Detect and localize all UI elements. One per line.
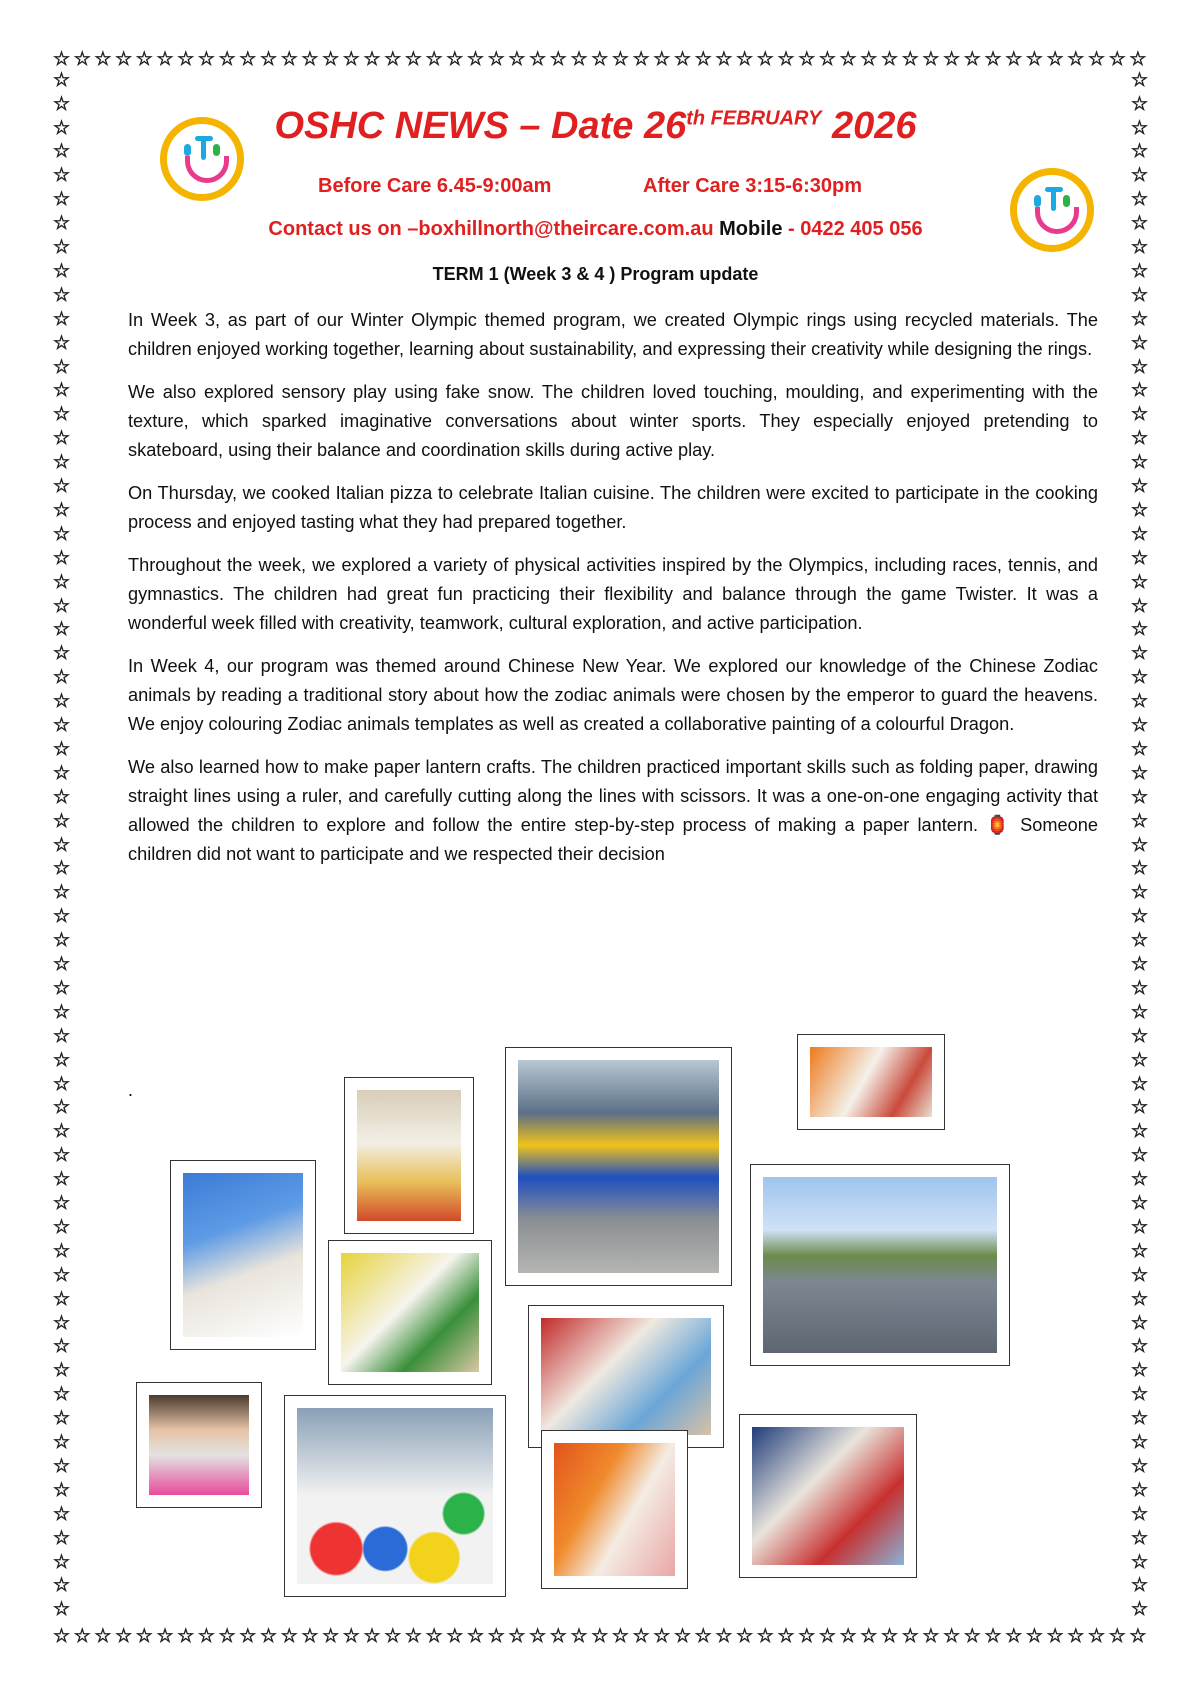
star-icon: ☆ (1131, 284, 1149, 306)
star-icon: ☆ (53, 858, 71, 880)
star-icon: ☆ (53, 1097, 71, 1119)
star-icon: ☆ (1131, 1408, 1149, 1430)
star-icon: ☆ (487, 49, 505, 70)
star-icon: ☆ (1131, 1527, 1149, 1549)
star-icon: ☆ (694, 49, 712, 70)
star-icon: ☆ (1131, 1455, 1149, 1477)
star-icon: ☆ (881, 49, 899, 70)
star-icon: ☆ (1131, 691, 1149, 713)
star-icon: ☆ (53, 643, 71, 665)
photo-drawing-lines (328, 1240, 492, 1385)
star-icon: ☆ (632, 49, 650, 70)
star-icon: ☆ (53, 380, 71, 402)
star-icon: ☆ (839, 1626, 857, 1647)
star-icon: ☆ (1088, 49, 1106, 70)
star-icon: ☆ (1131, 189, 1149, 211)
star-icon: ☆ (1131, 93, 1149, 115)
photo-olympic-court (505, 1047, 732, 1286)
star-icon: ☆ (53, 117, 71, 139)
star-icon: ☆ (425, 1626, 443, 1647)
star-icon: ☆ (1131, 1001, 1149, 1023)
star-icon: ☆ (1131, 380, 1149, 402)
star-icon: ☆ (901, 49, 919, 70)
paragraph: On Thursday, we cooked Italian pizza to celebrate Italian cuisine. The children were excited to participate in the cooking process and enjoyed tasting what they had prepared together. (128, 483, 1098, 532)
star-icon: ☆ (529, 1626, 547, 1647)
star-icon: ☆ (322, 49, 340, 70)
paragraph: In Week 3, as part of our Winter Olympic themed program, we created Olympic rings using recycled materials. The children enjoyed working together, learning about sustainability, and expressing their creativity while designing the rings. (128, 310, 1098, 359)
star-icon: ☆ (239, 1626, 257, 1647)
star-icon: ☆ (1005, 49, 1023, 70)
star-icon: ☆ (1025, 1626, 1043, 1647)
star-icon: ☆ (1131, 762, 1149, 784)
star-icon: ☆ (301, 49, 319, 70)
star-icon: ☆ (1131, 1121, 1149, 1143)
star-icon: ☆ (1131, 1312, 1149, 1334)
star-icon: ☆ (694, 1626, 712, 1647)
star-icon: ☆ (1131, 499, 1149, 521)
photo-zodiac-templates (344, 1077, 474, 1234)
star-icon: ☆ (653, 49, 671, 70)
star-icon: ☆ (53, 715, 71, 736)
star-icon: ☆ (1131, 954, 1149, 975)
star-icon: ☆ (1131, 858, 1149, 880)
star-icon: ☆ (1131, 977, 1149, 999)
photo-dragon-lantern (541, 1430, 688, 1589)
star-icon: ☆ (1131, 738, 1149, 760)
star-icon: ☆ (239, 49, 257, 70)
star-icon: ☆ (1131, 141, 1149, 163)
star-icon: ☆ (53, 213, 71, 235)
star-icon: ☆ (1131, 1216, 1149, 1238)
star-icon: ☆ (818, 49, 836, 70)
star-icon: ☆ (197, 1626, 215, 1647)
star-icon: ☆ (53, 1049, 71, 1071)
star-icon: ☆ (53, 332, 71, 354)
star-icon: ☆ (115, 1626, 133, 1647)
star-icon: ☆ (881, 1626, 899, 1647)
photo-twister-game (284, 1395, 506, 1597)
star-icon: ☆ (384, 49, 402, 70)
star-icon: ☆ (322, 1626, 340, 1647)
star-icon: ☆ (467, 49, 485, 70)
star-icon: ☆ (53, 1288, 71, 1310)
star-icon: ☆ (53, 1432, 71, 1453)
star-icon: ☆ (860, 1626, 878, 1647)
star-icon: ☆ (280, 1626, 298, 1647)
star-icon: ☆ (53, 1240, 71, 1262)
star-icon: ☆ (1067, 1626, 1085, 1647)
star-icon: ☆ (963, 1626, 981, 1647)
star-icon: ☆ (53, 691, 71, 713)
star-icon: ☆ (53, 1312, 71, 1334)
photo-group-craft (528, 1305, 724, 1448)
star-icon: ☆ (53, 499, 71, 521)
star-icon: ☆ (1131, 619, 1149, 641)
star-icon: ☆ (53, 1121, 71, 1143)
star-icon: ☆ (653, 1626, 671, 1647)
star-icon: ☆ (94, 49, 112, 70)
star-icon: ☆ (53, 1336, 71, 1358)
star-icon: ☆ (984, 49, 1002, 70)
star-icon: ☆ (342, 1626, 360, 1647)
star-icon: ☆ (53, 1073, 71, 1095)
star-icon: ☆ (53, 762, 71, 784)
star-icon: ☆ (1067, 49, 1085, 70)
star-icon: ☆ (53, 404, 71, 426)
star-icon: ☆ (73, 49, 91, 70)
star-icon: ☆ (922, 49, 940, 70)
star-icon: ☆ (53, 356, 71, 378)
star-icon: ☆ (1005, 1626, 1023, 1647)
star-icon: ☆ (1131, 595, 1149, 617)
star-icon: ☆ (53, 1384, 71, 1406)
star-icon: ☆ (508, 1626, 526, 1647)
star-icon: ☆ (1131, 1145, 1149, 1167)
star-icon: ☆ (1131, 1432, 1149, 1453)
star-icon: ☆ (922, 1626, 940, 1647)
star-icon: ☆ (53, 1360, 71, 1382)
star-icon: ☆ (963, 49, 981, 70)
star-icon: ☆ (591, 49, 609, 70)
star-icon: ☆ (218, 49, 236, 70)
page-title: OSHC NEWS – Date $26^{th FEBRUARY}$ 2026 (274, 105, 917, 147)
star-icon: ☆ (777, 49, 795, 70)
star-icon: ☆ (1131, 1240, 1149, 1262)
star-icon: ☆ (1131, 571, 1149, 593)
star-icon: ☆ (446, 1626, 464, 1647)
star-icon: ☆ (301, 1626, 319, 1647)
star-icon: ☆ (53, 69, 71, 91)
star-icon: ☆ (1131, 930, 1149, 952)
star-icon: ☆ (1046, 1626, 1064, 1647)
star-icon: ☆ (53, 93, 71, 115)
star-icon: ☆ (1025, 49, 1043, 70)
star-icon: ☆ (53, 1216, 71, 1238)
star-icon: ☆ (53, 834, 71, 856)
star-icon: ☆ (53, 1599, 71, 1621)
star-icon: ☆ (549, 49, 567, 70)
star-icon: ☆ (260, 49, 278, 70)
star-icon: ☆ (1131, 452, 1149, 474)
star-icon: ☆ (467, 1626, 485, 1647)
newsletter-body (128, 306, 1098, 883)
star-icon: ☆ (53, 49, 71, 70)
star-icon: ☆ (798, 1626, 816, 1647)
star-icon: ☆ (1131, 547, 1149, 569)
star-icon: ☆ (1131, 1193, 1149, 1214)
star-icon: ☆ (53, 571, 71, 593)
star-icon: ☆ (53, 547, 71, 569)
star-icon: ☆ (53, 906, 71, 928)
star-icon: ☆ (1131, 810, 1149, 832)
star-icon: ☆ (363, 49, 381, 70)
star-icon: ☆ (1131, 667, 1149, 689)
star-icon: ☆ (197, 49, 215, 70)
star-icon: ☆ (1131, 1336, 1149, 1358)
star-icon: ☆ (1131, 1073, 1149, 1095)
star-icon: ☆ (1131, 786, 1149, 808)
star-icon: ☆ (53, 1455, 71, 1477)
star-icon: ☆ (53, 1145, 71, 1167)
star-icon: ☆ (53, 954, 71, 975)
star-icon: ☆ (1131, 476, 1149, 497)
star-icon: ☆ (1131, 643, 1149, 665)
star-icon: ☆ (53, 260, 71, 282)
star-icon: ☆ (53, 165, 71, 187)
star-icon: ☆ (715, 1626, 733, 1647)
star-icon: ☆ (53, 619, 71, 641)
stray-dot: . (128, 1080, 134, 1100)
star-icon: ☆ (53, 1264, 71, 1286)
star-icon: ☆ (1131, 906, 1149, 928)
star-icon: ☆ (1129, 1626, 1147, 1647)
star-icon: ☆ (1131, 69, 1149, 91)
star-icon: ☆ (53, 1527, 71, 1549)
star-icon: ☆ (53, 882, 71, 904)
star-icon: ☆ (570, 49, 588, 70)
paragraph: We also explored sensory play using fake snow. The children loved touching, moulding, and experimenting with the texture, which sparked imaginative conversations about winter sports. They especially enjoyed pretending to skateboard, using their balance and coordination skills during active play. (128, 382, 1098, 460)
star-icon: ☆ (818, 1626, 836, 1647)
star-icon: ☆ (777, 1626, 795, 1647)
star-icon: ☆ (984, 1626, 1002, 1647)
star-icon: ☆ (446, 49, 464, 70)
star-icon: ☆ (53, 1503, 71, 1525)
star-icon: ☆ (508, 49, 526, 70)
star-icon: ☆ (73, 1626, 91, 1647)
star-icon: ☆ (1131, 1503, 1149, 1525)
star-icon: ☆ (94, 1626, 112, 1647)
star-icon: ☆ (135, 49, 153, 70)
contact-line (0, 218, 1191, 241)
star-icon: ☆ (53, 738, 71, 760)
star-icon: ☆ (53, 930, 71, 952)
photo-snow-play (170, 1160, 316, 1350)
star-icon: ☆ (156, 1626, 174, 1647)
star-icon: ☆ (1131, 428, 1149, 450)
star-icon: ☆ (1131, 117, 1149, 139)
star-icon: ☆ (1131, 165, 1149, 187)
after-care-hours: After Care 3:15-6:30pm (643, 175, 862, 197)
star-icon: ☆ (798, 49, 816, 70)
star-icon: ☆ (1131, 356, 1149, 378)
star-icon: ☆ (260, 1626, 278, 1647)
star-icon: ☆ (53, 1408, 71, 1430)
star-icon: ☆ (1131, 1599, 1149, 1621)
star-icon: ☆ (1046, 49, 1064, 70)
star-icon: ☆ (53, 595, 71, 617)
star-icon: ☆ (1131, 1551, 1149, 1573)
photo-zodiac-colouring (136, 1382, 262, 1508)
star-icon: ☆ (1131, 1575, 1149, 1597)
star-icon: ☆ (487, 1626, 505, 1647)
star-icon: ☆ (53, 1025, 71, 1047)
star-icon: ☆ (53, 1169, 71, 1191)
star-icon: ☆ (177, 1626, 195, 1647)
star-icon: ☆ (943, 49, 961, 70)
star-icon: ☆ (1129, 49, 1147, 70)
term-heading: TERM 1 (Week 3 & 4 ) Program update (432, 264, 759, 284)
star-icon: ☆ (384, 1626, 402, 1647)
star-icon: ☆ (529, 49, 547, 70)
star-icon: ☆ (1131, 1384, 1149, 1406)
star-icon: ☆ (135, 1626, 153, 1647)
photo-paper-cutting (739, 1414, 917, 1578)
star-icon: ☆ (115, 49, 133, 70)
star-icon: ☆ (53, 428, 71, 450)
photo-lantern-craft-table (797, 1034, 945, 1130)
star-icon: ☆ (53, 1479, 71, 1501)
star-icon: ☆ (1131, 404, 1149, 426)
star-icon: ☆ (611, 49, 629, 70)
star-icon: ☆ (901, 1626, 919, 1647)
star-icon: ☆ (756, 49, 774, 70)
star-icon: ☆ (860, 49, 878, 70)
star-icon: ☆ (839, 49, 857, 70)
star-icon: ☆ (53, 786, 71, 808)
star-icon: ☆ (53, 977, 71, 999)
star-icon: ☆ (1131, 1479, 1149, 1501)
star-icon: ☆ (53, 523, 71, 545)
star-icon: ☆ (363, 1626, 381, 1647)
star-icon: ☆ (756, 1626, 774, 1647)
star-icon: ☆ (1108, 49, 1126, 70)
star-icon: ☆ (53, 1193, 71, 1214)
star-icon: ☆ (53, 308, 71, 330)
star-icon: ☆ (1131, 834, 1149, 856)
star-icon: ☆ (1131, 1360, 1149, 1382)
paragraph: In Week 4, our program was themed around Chinese New Year. We explored our knowledge of the Chinese Zodiac animals by reading a traditional story about how the zodiac animals were chosen by the emperor to guard the heavens. We enjoy colouring Zodiac animals templates as well as created a collaborative painting of a colourful Dragon. (128, 656, 1098, 734)
star-icon: ☆ (943, 1626, 961, 1647)
star-icon: ☆ (715, 49, 733, 70)
star-icon: ☆ (1131, 260, 1149, 282)
star-icon: ☆ (611, 1626, 629, 1647)
star-icon: ☆ (1088, 1626, 1106, 1647)
star-icon: ☆ (53, 476, 71, 497)
star-icon: ☆ (674, 49, 692, 70)
star-icon: ☆ (342, 49, 360, 70)
star-icon: ☆ (1131, 1049, 1149, 1071)
contact-email[interactable]: Contact us on –boxhillnorth@theircare.com.au (268, 218, 714, 240)
star-icon: ☆ (1131, 1288, 1149, 1310)
star-icon: ☆ (53, 141, 71, 163)
star-icon: ☆ (1131, 308, 1149, 330)
star-icon: ☆ (1131, 1097, 1149, 1119)
star-icon: ☆ (1131, 523, 1149, 545)
star-icon: ☆ (570, 1626, 588, 1647)
star-icon: ☆ (591, 1626, 609, 1647)
star-icon: ☆ (736, 49, 754, 70)
star-icon: ☆ (1131, 882, 1149, 904)
star-icon: ☆ (53, 1626, 71, 1647)
star-icon: ☆ (425, 49, 443, 70)
star-icon: ☆ (1131, 1169, 1149, 1191)
star-icon: ☆ (53, 189, 71, 211)
star-icon: ☆ (632, 1626, 650, 1647)
star-icon: ☆ (1131, 332, 1149, 354)
star-icon: ☆ (53, 1575, 71, 1597)
before-care-hours: Before Care 6.45-9:00am (318, 175, 552, 197)
star-icon: ☆ (1108, 1626, 1126, 1647)
star-icon: ☆ (736, 1626, 754, 1647)
star-icon: ☆ (404, 1626, 422, 1647)
star-icon: ☆ (549, 1626, 567, 1647)
star-icon: ☆ (53, 1551, 71, 1573)
star-icon: ☆ (218, 1626, 236, 1647)
star-icon: ☆ (404, 49, 422, 70)
star-icon: ☆ (53, 237, 71, 258)
star-icon: ☆ (53, 284, 71, 306)
star-icon: ☆ (1131, 1025, 1149, 1047)
star-icon: ☆ (1131, 237, 1149, 258)
paragraph: Throughout the week, we explored a variety of physical activities inspired by the Olympics, including races, tennis, and gymnastics. The children had great fun practicing their flexibility and balance through the game Twister. It was a wonderful week filled with creativity, teamwork, cultural exploration, and active participation. (128, 555, 1098, 633)
photo-outdoor-race (750, 1164, 1010, 1366)
mobile-label: Mobile (719, 218, 783, 240)
star-icon: ☆ (156, 49, 174, 70)
star-icon: ☆ (53, 667, 71, 689)
paragraph: We also learned how to make paper lantern crafts. The children practiced important skills such as folding paper, drawing straight lines using a ruler, and carefully cutting along the lines with scissors. It was a one-on-one engaging activity that allowed the children to explore and follow the entire step-by-step process of making a paper lantern. 🏮 Someone children did not want to participate and we respected their decision (128, 757, 1098, 864)
star-icon: ☆ (674, 1626, 692, 1647)
mobile-number[interactable]: - 0422 405 056 (782, 218, 923, 240)
star-icon: ☆ (280, 49, 298, 70)
star-icon: ☆ (177, 49, 195, 70)
star-icon: ☆ (53, 452, 71, 474)
star-icon: ☆ (53, 1001, 71, 1023)
star-icon: ☆ (1131, 213, 1149, 235)
star-icon: ☆ (1131, 715, 1149, 736)
star-icon: ☆ (53, 810, 71, 832)
star-icon: ☆ (1131, 1264, 1149, 1286)
